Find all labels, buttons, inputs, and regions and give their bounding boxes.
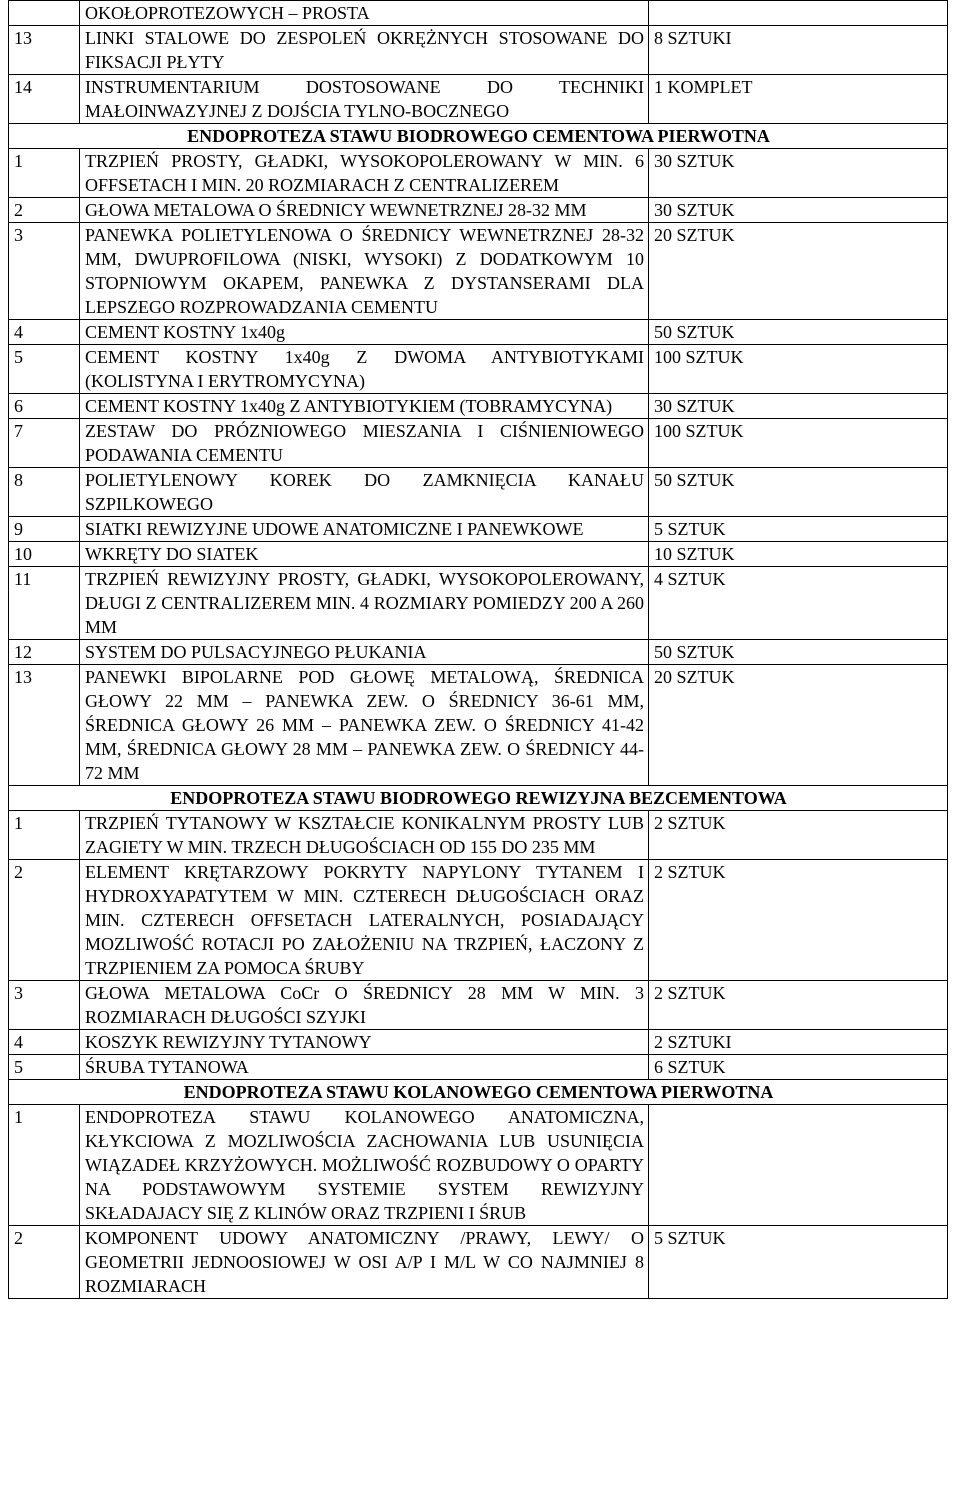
section-header-row [9, 786, 948, 811]
row-description: LINKI STALOWE DO ZESPOLEŃ OKRĘŻNYCH STOSOWANE DO FIKSACJI PŁYTY [80, 26, 649, 75]
row-description: PANEWKA POLIETYLENOWA O ŚREDNICY WEWNETRZNEJ 28-32 MM, DWUPROFILOWA (NISKI, WYSOKI) Z DODATKOWYM 10 STOPNIOWYM OKAPEM, PANEWKA Z DYSTANSERAMI DLA LEPSZEGO ROZPROWADZANIA CEMENTU [80, 223, 649, 320]
row-description: KOMPONENT UDOWY ANATOMICZNY /PRAWY, LEWY/ O GEOMETRII JEDNOOSIOWEJ W OSI A/P I M/L W CO NAJMNIEJ 8 ROZMIARACH [80, 1226, 649, 1299]
row-number: 3 [9, 981, 80, 1030]
section-header-row [9, 1080, 948, 1105]
row-number: 5 [9, 1055, 80, 1080]
row-description: PANEWKI BIPOLARNE POD GŁOWĘ METALOWĄ, ŚREDNICA GŁOWY 22 MM – PANEWKA ZEW. O ŚREDNICY 36-61 MM, ŚREDNICA GŁOWY 26 MM – PANEWKA ZEW. O ŚREDNICY 41-42 MM, ŚREDNICA GŁOWY 28 MM – PANEWKA ZEW. O ŚREDNICY 44-72 MM [80, 665, 649, 786]
row-quantity: 2 SZTUK [649, 811, 948, 860]
row-number: 5 [9, 345, 80, 394]
row-description: TRZPIEŃ PROSTY, GŁADKI, WYSOKOPOLEROWANY W MIN. 6 OFFSETACH I MIN. 20 ROZMIARACH Z CENTRALIZEREM [80, 149, 649, 198]
row-number: 12 [9, 640, 80, 665]
table-row [9, 1030, 948, 1055]
row-number: 13 [9, 665, 80, 786]
row-quantity: 2 SZTUKI [649, 1030, 948, 1055]
table-row [9, 394, 948, 419]
row-number: 1 [9, 1105, 80, 1226]
row-description: GŁOWA METALOWA CoCr O ŚREDNICY 28 MM W MIN. 3 ROZMIARACH DŁUGOŚCI SZYJKI [80, 981, 649, 1030]
row-quantity: 50 SZTUK [649, 320, 948, 345]
row-description: CEMENT KOSTNY 1x40g [80, 320, 649, 345]
row-quantity: 30 SZTUK [649, 149, 948, 198]
row-quantity: 2 SZTUK [649, 860, 948, 981]
row-description: ZESTAW DO PRÓZNIOWEGO MIESZANIA I CIŚNIENIOWEGO PODAWANIA CEMENTU [80, 419, 649, 468]
row-description: OKOŁOPROTEZOWYCH – PROSTA [80, 1, 649, 26]
row-description: INSTRUMENTARIUM DOSTOSOWANE DO TECHNIKI MAŁOINWAZYJNEJ Z DOJŚCIA TYLNO-BOCZNEGO [80, 75, 649, 124]
table-row [9, 811, 948, 860]
row-number: 11 [9, 567, 80, 640]
row-quantity: 4 SZTUK [649, 567, 948, 640]
row-description: KOSZYK REWIZYJNY TYTANOWY [80, 1030, 649, 1055]
row-number: 4 [9, 1030, 80, 1055]
row-number [9, 1, 80, 26]
row-number: 2 [9, 1226, 80, 1299]
row-description: GŁOWA METALOWA O ŚREDNICY WEWNETRZNEJ 28-32 MM [80, 198, 649, 223]
table-row [9, 223, 948, 320]
row-number: 4 [9, 320, 80, 345]
row-quantity: 10 SZTUK [649, 542, 948, 567]
row-quantity: 2 SZTUK [649, 981, 948, 1030]
section-title: ENDOPROTEZA STAWU KOLANOWEGO CEMENTOWA PIERWOTNA [9, 1080, 948, 1105]
row-number: 9 [9, 517, 80, 542]
row-quantity: 30 SZTUK [649, 198, 948, 223]
table-row [9, 149, 948, 198]
row-number: 7 [9, 419, 80, 468]
row-quantity [649, 1105, 948, 1226]
row-number: 13 [9, 26, 80, 75]
table-row [9, 419, 948, 468]
row-description: CEMENT KOSTNY 1x40g Z ANTYBIOTYKIEM (TOBRAMYCYNA) [80, 394, 649, 419]
specification-table-body [9, 1, 948, 1299]
section-title: ENDOPROTEZA STAWU BIODROWEGO CEMENTOWA PIERWOTNA [9, 124, 948, 149]
row-description: ELEMENT KRĘTARZOWY POKRYTY NAPYLONY TYTANEM I HYDROXYAPATYTEM W MIN. CZTERECH DŁUGOŚCIACH ORAZ MIN. CZTERECH OFFSETACH LATERALNYCH, POSIADAJĄCY MOZLIWOŚĆ ROTACJI PO ZAŁOŻENIU NA TRZPIEŃ, ŁACZONY Z TRZPIENIEM ZA POMOCA ŚRUBY [80, 860, 649, 981]
table-row [9, 981, 948, 1030]
table-row [9, 198, 948, 223]
table-row [9, 542, 948, 567]
row-description: ŚRUBA TYTANOWA [80, 1055, 649, 1080]
row-description: TRZPIEŃ TYTANOWY W KSZTAŁCIE KONIKALNYM PROSTY LUB ZAGIETY W MIN. TRZECH DŁUGOŚCIACH OD 155 DO 235 MM [80, 811, 649, 860]
table-row [9, 1055, 948, 1080]
table-row [9, 567, 948, 640]
table-row [9, 860, 948, 981]
table-row [9, 640, 948, 665]
section-header-row [9, 124, 948, 149]
table-row [9, 665, 948, 786]
table-row [9, 345, 948, 394]
row-quantity: 5 SZTUK [649, 1226, 948, 1299]
table-row [9, 468, 948, 517]
row-number: 3 [9, 223, 80, 320]
table-row [9, 1, 948, 26]
row-number: 14 [9, 75, 80, 124]
row-quantity [649, 1, 948, 26]
table-row [9, 75, 948, 124]
table-row [9, 517, 948, 542]
row-number: 2 [9, 198, 80, 223]
row-description: ENDOPROTEZA STAWU KOLANOWEGO ANATOMICZNA, KŁYKCIOWA Z MOZLIWOŚCIA ZACHOWANIA LUB USUNIĘCIA WIĄZADEŁ KRZYŻOWYCH. MOŻLIWOŚĆ ROZBUDOWY O OPARTY NA PODSTAWOWYM SYSTEMIE SYSTEM REWIZYJNY SKŁADAJACY SIĘ Z KLINÓW ORAZ TRZPIENI I ŚRUB [80, 1105, 649, 1226]
row-description: TRZPIEŃ REWIZYJNY PROSTY, GŁADKI, WYSOKOPOLEROWANY, DŁUGI Z CENTRALIZEREM MIN. 4 ROZMIARY POMIEDZY 200 A 260 MM [80, 567, 649, 640]
row-description: SIATKI REWIZYJNE UDOWE ANATOMICZNE I PANEWKOWE [80, 517, 649, 542]
row-quantity: 8 SZTUKI [649, 26, 948, 75]
table-row [9, 320, 948, 345]
row-quantity: 20 SZTUK [649, 223, 948, 320]
row-quantity: 5 SZTUK [649, 517, 948, 542]
row-number: 1 [9, 811, 80, 860]
row-description: CEMENT KOSTNY 1x40g Z DWOMA ANTYBIOTYKAMI (KOLISTYNA I ERYTROMYCYNA) [80, 345, 649, 394]
row-description: WKRĘTY DO SIATEK [80, 542, 649, 567]
row-number: 10 [9, 542, 80, 567]
row-quantity: 100 SZTUK [649, 419, 948, 468]
row-number: 8 [9, 468, 80, 517]
row-quantity: 100 SZTUK [649, 345, 948, 394]
row-quantity: 1 KOMPLET [649, 75, 948, 124]
specification-table [8, 0, 948, 1299]
row-number: 1 [9, 149, 80, 198]
section-title: ENDOPROTEZA STAWU BIODROWEGO REWIZYJNA BEZCEMENTOWA [9, 786, 948, 811]
row-description: POLIETYLENOWY KOREK DO ZAMKNIĘCIA KANAŁU SZPILKOWEGO [80, 468, 649, 517]
row-number: 6 [9, 394, 80, 419]
row-number: 2 [9, 860, 80, 981]
row-quantity: 30 SZTUK [649, 394, 948, 419]
row-quantity: 6 SZTUK [649, 1055, 948, 1080]
row-quantity: 20 SZTUK [649, 665, 948, 786]
row-description: SYSTEM DO PULSACYJNEGO PŁUKANIA [80, 640, 649, 665]
row-quantity: 50 SZTUK [649, 640, 948, 665]
table-row [9, 1105, 948, 1226]
row-quantity: 50 SZTUK [649, 468, 948, 517]
table-row [9, 1226, 948, 1299]
table-row [9, 26, 948, 75]
